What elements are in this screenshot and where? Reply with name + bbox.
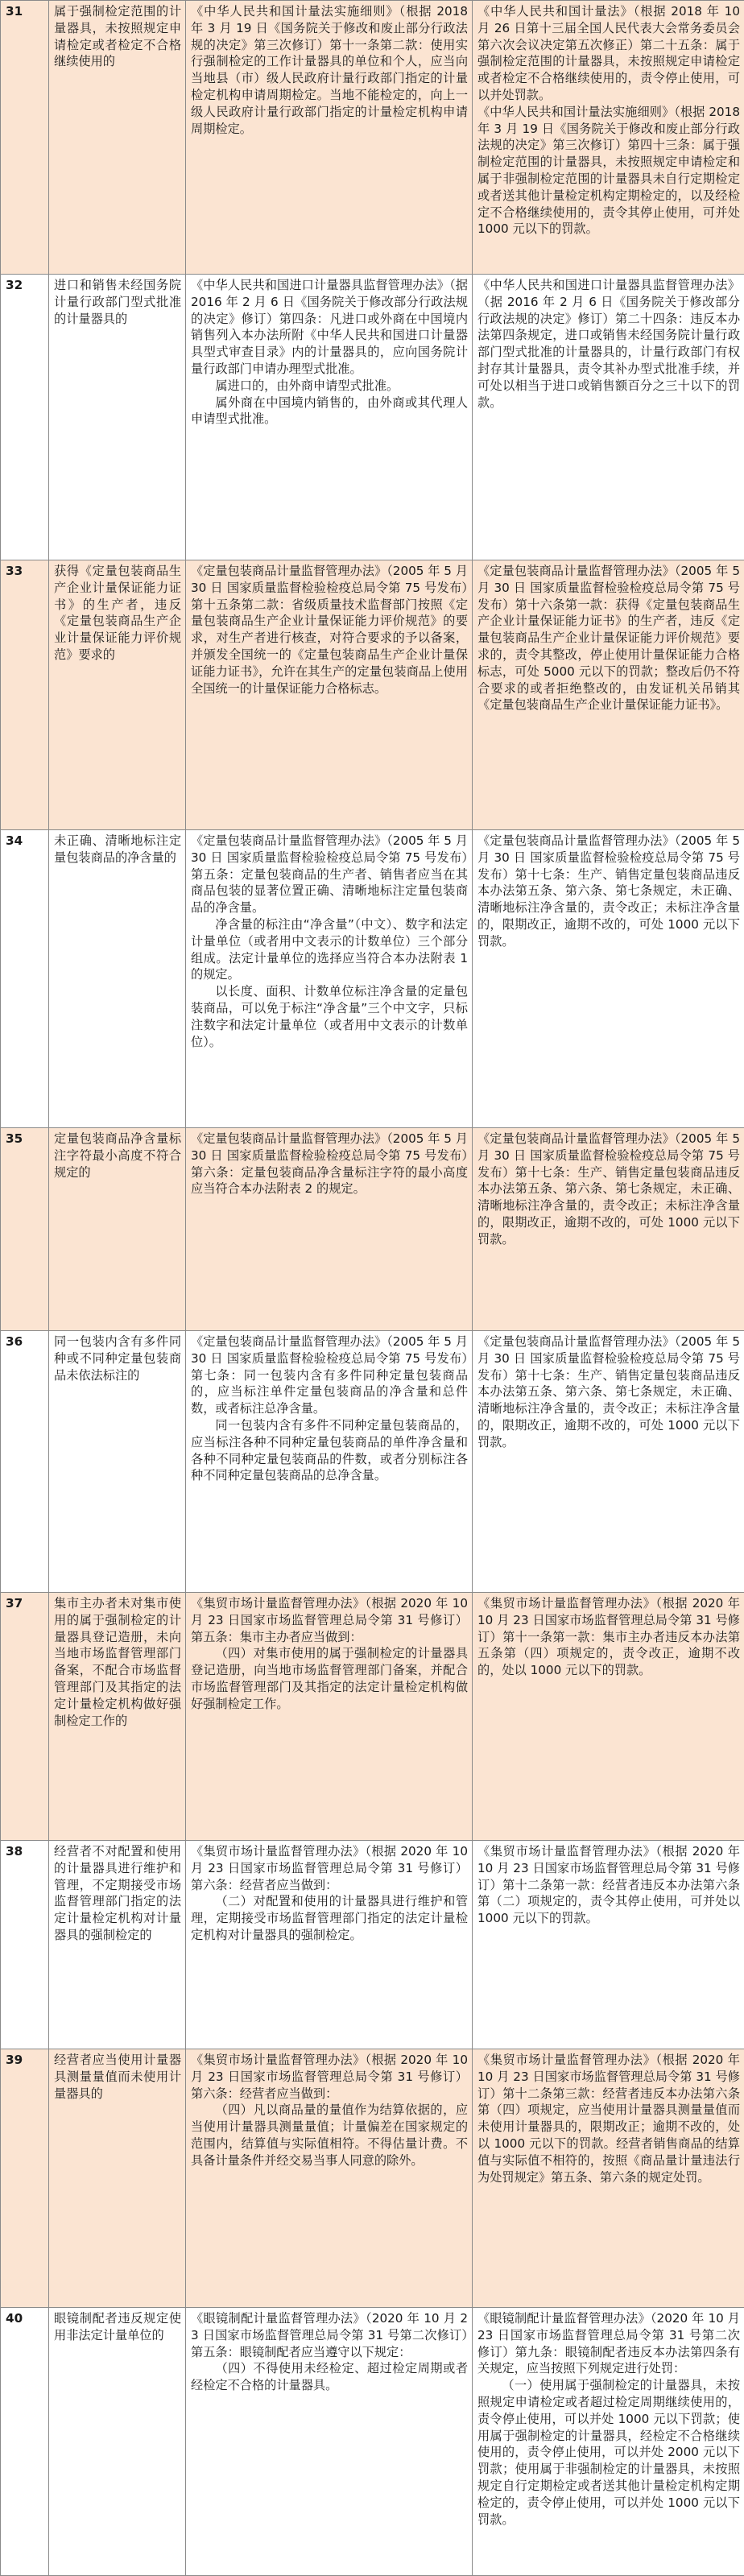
basis-paragraph: （二）对配置和使用的计量器具进行维护和管理，定期接受市场监督管理部门指定的法定计量检定机构对计量器具的强制检定。 [191, 1893, 468, 1943]
table-row [1, 830, 744, 1128]
basis-cell [186, 1128, 473, 1331]
basis-paragraph: 《定量包装商品计量监督管理办法》（2005 年 5 月 30 日 国家质量监督检验检疫总局令第 75 号发布）第十五条第二款：省级质量技术监督部门按照《定量包装商品生产企业计量保证能力评价规范》的要求，对生产者进行核查，对符合要求的予以备案，并颁发全国统一的《定量包装商品生产企业计量保证能力证书》，允许在其生产的定量包装商品上使用全国统一的计量保证能力合格标志。 [191, 563, 468, 697]
table-row [1, 275, 744, 560]
penalty-cell [473, 1593, 744, 1841]
penalty-cell [473, 1841, 744, 2049]
table-row [1, 1593, 744, 1841]
basis-cell [186, 2308, 473, 2576]
basis-paragraph: 《集贸市场计量监督管理办法》（根据 2020 年 10 月 23 日国家市场监督管理总局令第 31 号修订）第五条：集市主办者应当做到： [191, 1595, 468, 1645]
basis-paragraph: 属进口的，由外商申请型式批准。 [191, 378, 468, 395]
row-number: 33 [1, 560, 49, 830]
penalty-paragraph: （一）使用属于强制检定的计量器具，未按照规定申请检定或者超过检定周期继续使用的，责令停止使用，可以并处 1000 元以下罚款；使用属于强制检定的计量器具，经检定不合格继续使用的，责令停止使用，可以并处 2000 元以下罚款；使用属于非强制检定的计量器具，未按照规定自行定期检定或者送其他计量检定机构定期检定的，责令停止使用，可以并处 1000 元以下罚款。 [477, 2377, 740, 2528]
row-number: 37 [1, 1593, 49, 1841]
violation-cell [49, 275, 186, 560]
violation-text: 属于强制检定范围的计量器具，未按照规定申请检定或者检定不合格继续使用的 [54, 3, 181, 70]
penalty-paragraph: 《集贸市场计量监督管理办法》（根据 2020 年 10 月 23 日国家市场监督管理总局令第 31 号修订）第十一条第一款：集市主办者违反本办法第五条第（四）项规定的，责令改正，逾期不改的，处以 1000 元以下的罚款。 [477, 1595, 740, 1679]
penalty-paragraph: 《集贸市场计量监督管理办法》（根据 2020 年 10 月 23 日国家市场监督管理总局令第 31 号修订）第十二条第三款：经营者违反本办法第六条第（四）项规定，应当使用计量器具测量量值而未使用计量器具的，限期改正；逾期不改的，处以 1000 元以下的罚款。经营者销售商品的结算值与实际值不相符的，按照《商品量计量违法行为处罚规定》第五条、第六条的规定处罚。 [477, 2052, 740, 2185]
table-row [1, 560, 744, 830]
basis-cell [186, 1593, 473, 1841]
penalty-paragraph: 《定量包装商品计量监督管理办法》（2005 年 5 月 30 日 国家质量监督检验检疫总局令第 75 号发布）第十七条：生产、销售定量包装商品违反本办法第五条、第六条、第七条规定，未正确、清晰地标注净含量的，责令改正；未标注净含量的，限期改正，逾期不改的，可处 1000 元以下罚款。 [477, 1131, 740, 1248]
row-number: 40 [1, 2308, 49, 2576]
basis-cell [186, 1, 473, 275]
basis-cell [186, 2049, 473, 2308]
penalty-paragraph: 《中华人民共和国进口计量器具监督管理办法》（据 2016 年 2 月 6 日《国务院关于修改部分行政法规的决定》修订）第二十四条：违反本办法第四条规定，进口或销售未经国务院计量行政部门型式批准的计量器具的，计量行政部门有权封存其计量器具，责令其补办型式批准手续，并可处以相当于进口或销售额百分之三十以下的罚款。 [477, 277, 740, 411]
table-row [1, 1331, 744, 1593]
row-number: 34 [1, 830, 49, 1128]
basis-paragraph: 净含量的标注由“净含量”（中文）、数字和法定计量单位（或者用中文表示的计数单位）三个部分组成。法定计量单位的选择应当符合本办法附表 1 的规定。 [191, 916, 468, 983]
table-row [1, 1, 744, 275]
violation-text: 同一包装内含有多件同种或不同种定量包装商品未依法标注的 [54, 1333, 181, 1383]
basis-paragraph: 《中华人民共和国进口计量器具监督管理办法》（据 2016 年 2 月 6 日《国务院关于修改部分行政法规的决定》修订）第四条：凡进口或外商在中国境内销售列入本办法所附《中华人民共和国进口计量器具型式审查目录》内的计量器具的，应向国务院计量行政部门申请办理型式批准。 [191, 277, 468, 378]
penalty-cell [473, 1, 744, 275]
table-row [1, 1128, 744, 1331]
violation-cell [49, 1593, 186, 1841]
violation-text: 眼镜制配者违反规定使用非法定计量单位的 [54, 2310, 181, 2344]
violation-text: 定量包装商品净含量标注字符最小高度不符合规定的 [54, 1131, 181, 1180]
basis-cell [186, 560, 473, 830]
violation-cell [49, 1331, 186, 1593]
violation-cell [49, 1128, 186, 1331]
basis-paragraph: （四）不得使用未经检定、超过检定周期或者经检定不合格的计量器具。 [191, 2360, 468, 2394]
row-number: 35 [1, 1128, 49, 1331]
penalty-cell [473, 1128, 744, 1331]
basis-paragraph: 《定量包装商品计量监督管理办法》（2005 年 5 月 30 日 国家质量监督检验检疫总局令第 75 号发布）第六条：定量包装商品净含量标注字符的最小高度应当符合本办法附表 2 的规定。 [191, 1131, 468, 1197]
table-row [1, 2308, 744, 2576]
basis-cell [186, 1841, 473, 2049]
penalty-paragraph: 《定量包装商品计量监督管理办法》（2005 年 5 月 30 日 国家质量监督检验检疫总局令第 75 号发布）第十七条：生产、销售定量包装商品违反本办法第五条、第六条、第七条规定，未正确、清晰地标注净含量的，责令改正；未标注净含量的，限期改正，逾期不改的，可处 1000 元以下罚款。 [477, 1333, 740, 1451]
basis-paragraph: （四）凡以商品量的量值作为结算依据的，应当使用计量器具测量量值；计量偏差在国家规定的范围内，结算值与实际值相符。不得估量计费。不具备计量条件并经交易当事人同意的除外。 [191, 2102, 468, 2169]
row-number: 32 [1, 275, 49, 560]
row-number: 36 [1, 1331, 49, 1593]
penalty-paragraph: 《中华人民共和国计量法》（根据 2018 年 10 月 26 日第十三届全国人民代表大会常务委员会第六次会议决定第五次修正）第二十五条：属于强制检定范围的计量器具，未按照规定申请检定或者检定不合格继续使用的，责令停止使用，可以并处罚款。 [477, 3, 740, 104]
penalty-cell [473, 2049, 744, 2308]
basis-paragraph: 《集贸市场计量监督管理办法》（根据 2020 年 10 月 23 日国家市场监督管理总局令第 31 号修订）第六条：经营者应当做到： [191, 1843, 468, 1893]
basis-cell [186, 275, 473, 560]
penalty-paragraph: 《中华人民共和国计量法实施细则》（根据 2018 年 3 月 19 日《国务院关于修改和废止部分行政法规的决定》第三次修订）第四十三条：属于强制检定范围的计量器具，未按照规定申请检定和属于非强制检定范围的计量器具未自行定期检定或者送其他计量检定机构定期检定的，以及经检定不合格继续使用的，责令其停止使用，可并处 1000 元以下的罚款。 [477, 104, 740, 238]
basis-paragraph: 以长度、面积、计数单位标注净含量的定量包装商品，可以免于标注“净含量”三个中文字，只标注数字和法定计量单位（或者用中文表示的计数单位）。 [191, 983, 468, 1050]
penalty-paragraph: 《集贸市场计量监督管理办法》（根据 2020 年 10 月 23 日国家市场监督管理总局令第 31 号修订）第十二条第一款：经营者违反本办法第六条第（二）项规定的，责令其停止使用，可并处以 1000 元以下的罚款。 [477, 1843, 740, 1927]
violation-cell [49, 830, 186, 1128]
violation-cell [49, 2308, 186, 2576]
penalty-paragraph: 《定量包装商品计量监督管理办法》（2005 年 5 月 30 日 国家质量监督检验检疫总局令第 75 号发布）第十六条第一款：获得《定量包装商品生产企业计量保证能力证书》的生产者，违反《定量包装商品生产企业计量保证能力评价规范》要求的，责令其整改，停止使用计量保证能力合格标志，可处 5000 元以下的罚款；整改后仍不符合要求的或者拒绝整改的，由发证机关吊销其《定量包装商品生产企业计量保证能力证书》。 [477, 563, 740, 713]
penalty-cell [473, 560, 744, 830]
violation-text: 集市主办者未对集市使用的属于强制检定的计量器具登记造册，未向当地市场监督管理部门备案，不配合市场监督管理部门及其指定的法定计量检定机构做好强制检定工作的 [54, 1595, 181, 1729]
violation-text: 获得《定量包装商品生产企业计量保证能力证书》的生产者，违反《定量包装商品生产企业计量保证能力评价规范》要求的 [54, 563, 181, 664]
basis-paragraph: 《眼镜制配计量监督管理办法》（2020 年 10 月 23 日国家市场监督管理总局令第 31 号第二次修订）第五条：眼镜制配者应当遵守以下规定： [191, 2310, 468, 2360]
violation-text: 进口和销售未经国务院计量行政部门型式批准的计量器具的 [54, 277, 181, 327]
basis-paragraph: 《集贸市场计量监督管理办法》（根据 2020 年 10 月 23 日国家市场监督管理总局令第 31 号修订）第六条：经营者应当做到： [191, 2052, 468, 2102]
violation-text: 经营者应当使用计量器具测量量值而未使用计量器具的 [54, 2052, 181, 2102]
violation-text: 未正确、清晰地标注定量包装商品的净含量的 [54, 833, 181, 866]
violation-text: 经营者不对配置和使用的计量器具进行维护和管理，不定期接受市场监督管理部门指定的法定计量检定机构对计量器具的强制检定的 [54, 1843, 181, 1944]
penalty-paragraph: 《定量包装商品计量监督管理办法》（2005 年 5 月 30 日 国家质量监督检验检疫总局令第 75 号发布）第十七条：生产、销售定量包装商品违反本办法第五条、第六条、第七条规定，未正确、清晰地标注净含量的，责令改正；未标注净含量的，限期改正，逾期不改的，可处 1000 元以下罚款。 [477, 833, 740, 950]
basis-paragraph: 同一包装内含有多件不同种定量包装商品的，应当标注各种不同种定量包装商品的单件净含量和各种不同种定量包装商品的件数，或者分别标注各种不同种定量包装商品的总净含量。 [191, 1417, 468, 1484]
violation-cell [49, 560, 186, 830]
penalty-cell [473, 830, 744, 1128]
table-row [1, 1841, 744, 2049]
basis-cell [186, 830, 473, 1128]
penalty-cell [473, 275, 744, 560]
basis-paragraph: 属外商在中国境内销售的，由外商或其代理人申请型式批准。 [191, 395, 468, 428]
penalty-cell [473, 2308, 744, 2576]
table-row [1, 2049, 744, 2308]
violation-cell [49, 1841, 186, 2049]
basis-paragraph: （四）对集市使用的属于强制检定的计量器具登记造册，向当地市场监督管理部门备案，并配合市场监督管理部门及其指定的法定计量检定机构做好强制检定工作。 [191, 1645, 468, 1712]
basis-cell [186, 1331, 473, 1593]
basis-paragraph: 《定量包装商品计量监督管理办法》（2005 年 5 月 30 日 国家质量监督检验检疫总局令第 75 号发布）第五条：定量包装商品的生产者、销售者应当在其商品包装的显著位置正确、清晰地标注定量包装商品的净含量。 [191, 833, 468, 916]
penalty-cell [473, 1331, 744, 1593]
row-number: 38 [1, 1841, 49, 2049]
row-number: 31 [1, 1, 49, 275]
table-body [1, 1, 744, 2576]
basis-paragraph: 《中华人民共和国计量法实施细则》（根据 2018 年 3 月 19 日《国务院关于修改和废止部分行政法规的决定》第三次修订）第十一条第二款：使用实行强制检定的工作计量器具的单位和个人，应当向当地县（市）级人民政府计量行政部门指定的计量检定机构申请周期检定。当地不能检定的，向上一级人民政府计量行政部门指定的计量检定机构申请周期检定。 [191, 3, 468, 137]
row-number: 39 [1, 2049, 49, 2308]
penalty-paragraph: 《眼镜制配计量监督管理办法》（2020 年 10 月 23 日国家市场监督管理总局令第 31 号第二次修订）第九条：眼镜制配者违反本办法第四条有关规定，应当按照下列规定进行处罚： [477, 2310, 740, 2377]
violation-cell [49, 1, 186, 275]
violation-cell [49, 2049, 186, 2308]
basis-paragraph: 《定量包装商品计量监督管理办法》（2005 年 5 月 30 日 国家质量监督检验检疫总局令第 75 号发布）第七条：同一包装内含有多件同种定量包装商品的，应当标注单件定量包装商品的净含量和总件数，或者标注总净含量。 [191, 1333, 468, 1417]
